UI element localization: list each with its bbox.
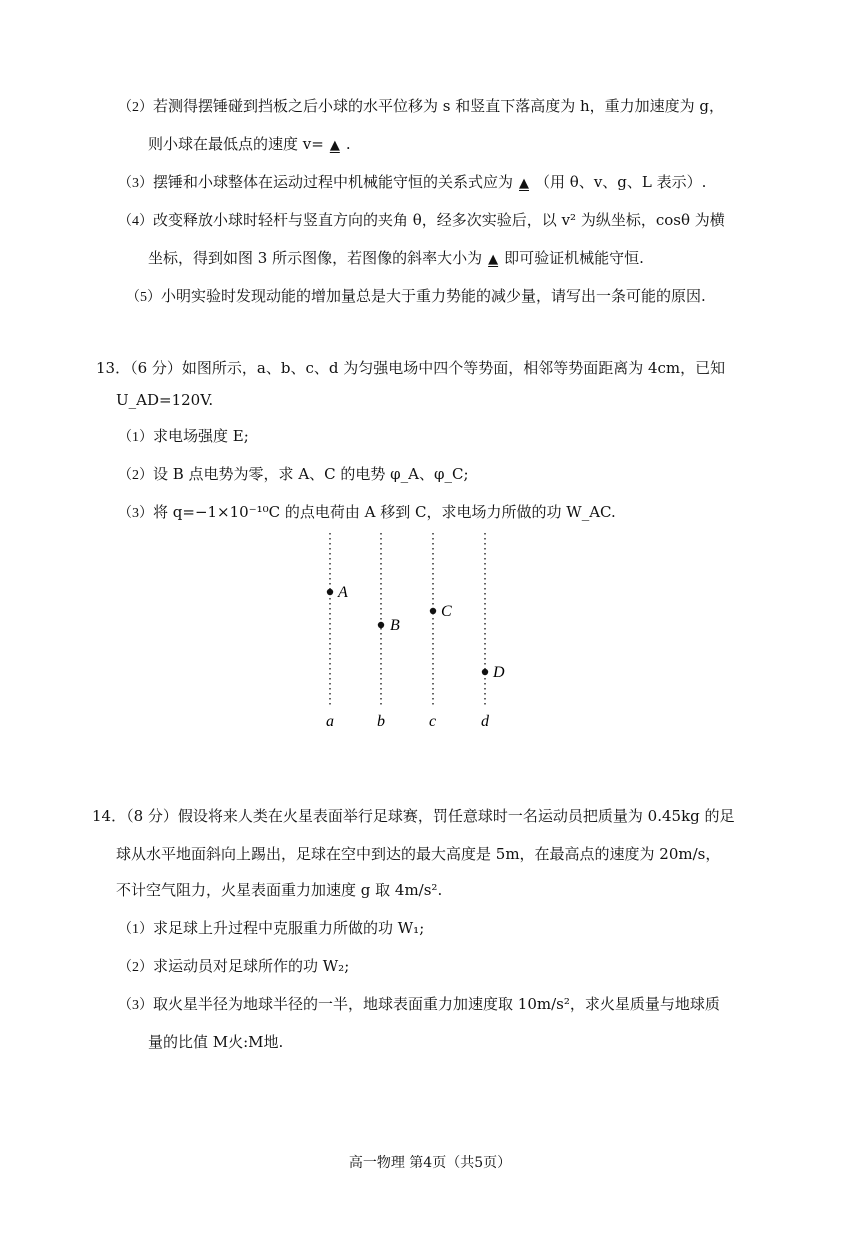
q13-given-voltage: U_AD=120V.: [116, 391, 214, 409]
page-footer: 高一物理 第4页（共5页）: [348, 1155, 512, 1171]
q14-heading-line3: [116, 880, 442, 900]
part-number: （2）: [118, 100, 153, 115]
plane-b-label: b: [377, 713, 385, 730]
point-d-label: D: [493, 664, 505, 681]
q12-part4-pre: 坐标，得到如图 3 所示图像，若图像的斜率大小为: [148, 249, 483, 267]
plane-labels: [326, 713, 490, 730]
q14-heading-line2: [116, 844, 720, 864]
q13-part2-text: 设 B 点电势为零，求 A、C 的电势 φ_A、φ_C;: [153, 465, 469, 483]
q14-part3-text-2: 量的比值 M火:M地.: [148, 1033, 284, 1051]
charge-points: [327, 584, 505, 681]
q12-part2-answer-pre: 则小球在最低点的速度 v=: [148, 135, 324, 153]
q14-part3-line2: [148, 1032, 283, 1052]
part-number: （1）: [118, 922, 153, 937]
q12-part3-pre: 摆锤和小球整体在运动过程中机械能守恒的关系式应为: [153, 173, 514, 191]
q12-part5-text: 小明实验时发现动能的增加量总是大于重力势能的减少量，请写出一条可能的原因.: [161, 287, 706, 305]
answer-blank[interactable]: ▲: [488, 252, 499, 267]
q14-part3-text: 取火星半径为地球半径的一半，地球表面重力加速度取 10m/s²，求火星质量与地球质: [153, 995, 720, 1013]
q14-part2-text: 求运动员对足球所作的功 W₂;: [153, 957, 350, 975]
point-c-label: C: [441, 603, 452, 620]
part-number: （3）: [118, 506, 153, 521]
q12-part4-post: 即可验证机械能守恒.: [504, 249, 644, 267]
part-number: （5）: [126, 290, 161, 305]
q14-heading-text: 14．（8 分）假设将来人类在火星表面举行足球赛，罚任意球时一名运动员把质量为 0.45kg 的足: [92, 807, 735, 825]
q12-part4-text: 改变释放小球时轻杆与竖直方向的夹角 θ，经多次实验后，以 v² 为纵坐标，cosθ 为横: [153, 211, 725, 229]
plane-c-label: c: [429, 713, 437, 730]
part-number: （4）: [118, 214, 153, 229]
q14-part2: [118, 956, 349, 978]
q14-part3-line1: [118, 994, 720, 1016]
equipotential-lines: [330, 533, 485, 707]
q13-part1-text: 求电场强度 E;: [153, 427, 249, 445]
q12-part3-post: （用 θ、v、g、L 表示）.: [535, 173, 707, 191]
part-number: （3）: [118, 998, 153, 1013]
point-a-dot: [327, 589, 333, 595]
q13-part3-text: 将 q=−1×10⁻¹⁰C 的点电荷由 A 移到 C，求电场力所做的功 W_AC.: [153, 503, 616, 521]
q13-heading-text: 13．（6 分）如图所示，a、b、c、d 为匀强电场中四个等势面，相邻等势面距离为 4cm，已知: [96, 359, 726, 377]
point-d-dot: [482, 669, 488, 675]
q12-part2-text: 若测得摆锤碰到挡板之后小球的水平位移为 s 和竖直下落高度为 h，重力加速度为 g，: [153, 97, 725, 115]
plane-a-label: a: [326, 713, 334, 730]
point-b-dot: [378, 622, 384, 628]
part-number: （3）: [118, 176, 153, 191]
point-a-label: A: [338, 584, 348, 601]
q14-heading-text-3: 不计空气阻力，火星表面重力加速度 g 取 4m/s².: [116, 881, 443, 899]
plane-d-label: d: [481, 713, 489, 730]
answer-blank[interactable]: ▲: [519, 176, 530, 191]
q14-heading: [92, 806, 735, 826]
part-number: （2）: [118, 960, 153, 975]
part-number: （1）: [118, 430, 153, 445]
q14-part1: [118, 918, 424, 940]
q14-part1-text: 求足球上升过程中克服重力所做的功 W₁;: [153, 919, 425, 937]
q14-heading-text-2: 球从水平地面斜向上踢出，足球在空中到达的最大高度是 5m，在最高点的速度为 20m/s，: [116, 845, 721, 863]
point-c-dot: [430, 608, 436, 614]
q12-part2-answer-post: .: [345, 135, 351, 153]
answer-blank[interactable]: ▲: [329, 138, 340, 153]
part-number: （2）: [118, 468, 153, 483]
point-b-label: B: [390, 617, 400, 634]
